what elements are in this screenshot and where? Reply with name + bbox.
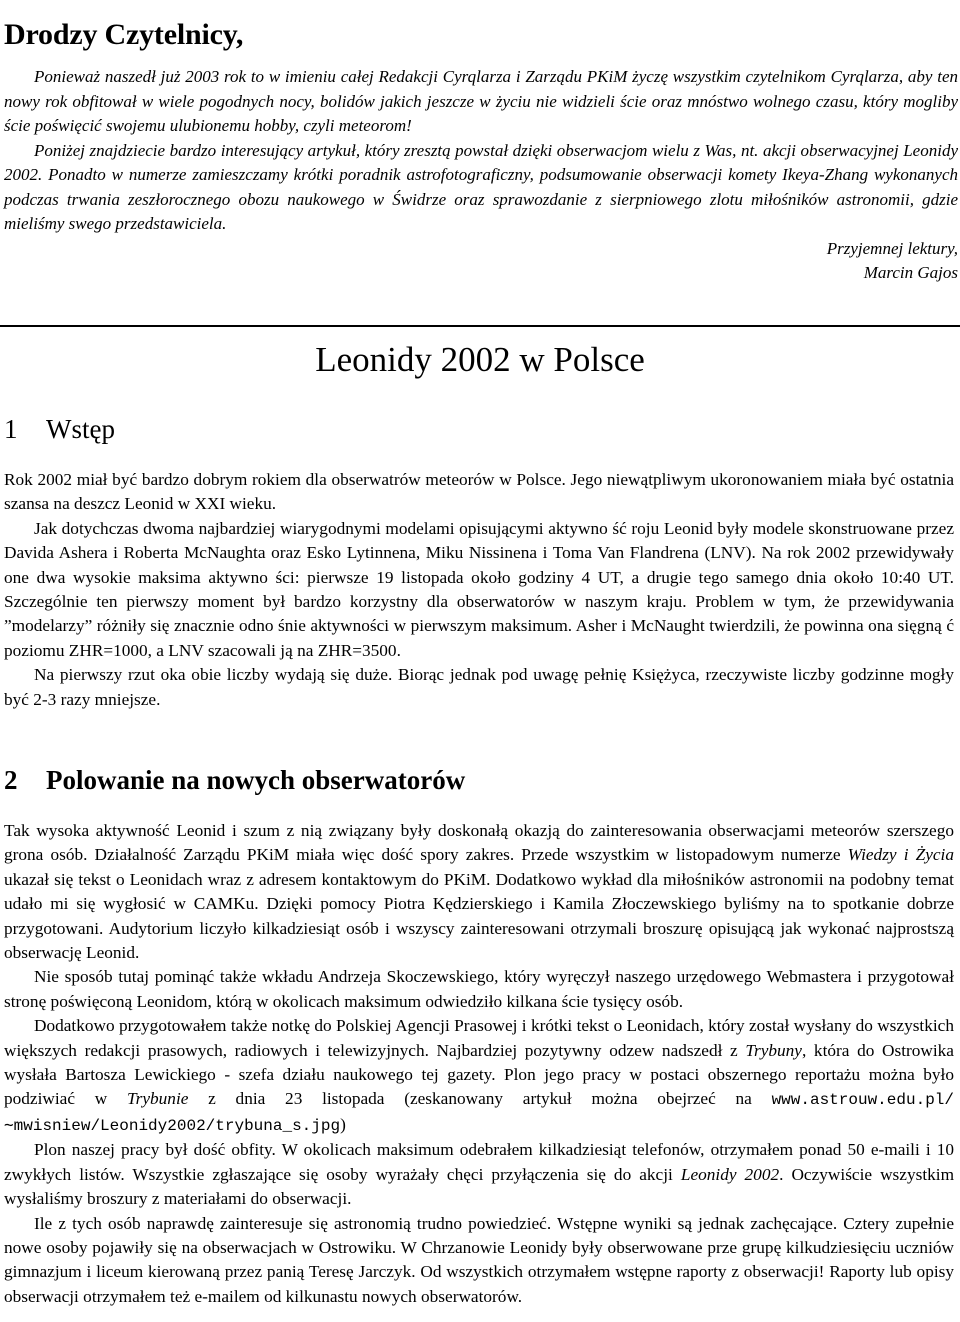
section-1-paragraph-2: Jak dotychczas dwoma najbardziej wiarygodnymi modelami opisującymi aktywno ść roju Leonid były modele skonstruowane przez Davida Ashera i Roberta McNaughta oraz Esko Lytinnena, Miku Nissinena i Toma Van Flandrena (LNV). Na rok 2002 przewidywały one dwa wysokie maksima aktywno ści: pierwsze 19 listopada około godziny 4 UT, a drugie tego samego dnia około 10:40 UT. Szczególnie ten pierwszy moment był bardzo korzystny dla obserwatorów w naszym kraju. Problem w tym, że przewidywania ”modelarzy” różniły się znacznie odno śnie aktywności w pierwszym maksimum. Asher i McNaught twierdzili, że powinna ona sięgną ć poziomu ZHR=1000, a LNV szacowali ją na ZHR=3500.	[4, 518, 954, 660]
section-2-body	[4, 819, 954, 1309]
magazine-title-wiedza-i-zycie: Wiedzy i Życia	[847, 845, 954, 865]
intro-signature: Marcin Gajos	[863, 263, 958, 282]
section-2-title: Polowanie na nowych obserwatorów	[46, 765, 466, 795]
section-2-paragraph-5: Ile z tych osób naprawdę zainteresuje się astronomią trudno powiedzieć. Wstępne wyniki są jednak zachęcające. Cztery zupełnie nowe osoby pojawiły się na obserwacjach w Ostrowiku. W Chrzanowie Leonidy były obserwowane prze grupę kilkudziesięciu uczniów gimnazjum i liceum kierowaną przez panią Teresę Jarczyk. Od wszystkich otrzymałem wstępne raporty z obserwacji! Raporty lub opisy obserwacji otrzymałem też e-mailem od kilkunastu nowych obserwatorów.	[4, 1213, 954, 1306]
article-title: Leonidy 2002 w Polsce	[315, 340, 645, 379]
section-2-paragraph-1-text-b: ukazał się tekst o Leonidach wraz z adresem kontaktowym do PKiM. Dodatkowo wykład dla miłośników astronomii na podobny temat udało mi się wygłosić w CAMKu. Dzięki pomocy Piotra Kędzierskiego i Kamila Złoczewskiego byliśmy na to spotkanie dobrze przygotowani. Audytorium liczyło kilkadziesiąt osób i wszyscy zainteresowani otrzymali broszurę opisującą jak wykonać najprostszą obserwację Leonid.	[4, 869, 954, 963]
section-2-paragraph-4-text-a: Plon naszej pracy był dość obfity. W okolicach maksimum odebrałem kilkadziesiąt telefonów, otrzymałem ponad 50 e-maili i 10 zwykłych listów. Wszystkie zgłaszające się osoby wyrażały chęci przyłączenia się do akcji	[4, 1140, 954, 1184]
section-2-paragraph-4	[4, 1138, 954, 1211]
section-2-paragraph-1-text-a: Tak wysoka aktywność Leonid i szum z nią związany były doskonałą okazją do zainteresowania obserwacjami meteorów szerszego grona osób. Działalność Zarządu PKiM miała więc dość spory zakres. Przede wszystkim w listopadowym numerze	[4, 821, 954, 865]
section-1-paragraph-3: Na pierwszy rzut oka obie liczby wydają się duże. Biorąc jednak pod uwagę pełnię Księżyca, rzeczywiste liczby godzinne mogły być 2-3 razy mniejsze.	[4, 665, 954, 709]
newspaper-title-trybuna: Trybuny	[745, 1040, 802, 1060]
article-scan-url: www.astrouw.edu.pl/∼mwisniew/Leonidy2002/trybuna_s.jpg	[4, 1091, 954, 1135]
intro-paragraph-1: Ponieważ naszedł już 2003 rok to w imieniu całej Redakcji Cyrqlarza i Zarządu PKiM życzę wszystkim czytelnikom Cyrqlarza, aby ten nowy rok obfitował w wiele pogodnych nocy, bolidów jakich jeszcze w życiu nie widzieli ście oraz mnóstwo wolnego czasu, który mogliby ście poświęcić swojemu ulubionemu hobby, czyli meteorom!	[4, 67, 958, 135]
section-1-title: Wstęp	[46, 414, 115, 444]
intro-paragraph-2: Poniżej znajdziecie bardzo interesujący artykuł, który zresztą powstał dzięki obserwacjom wielu z Was, nt. akcji obserwacyjnej Leonidy 2002. Ponadto w numerze zamieszczamy krótki poradnik astrofotograficzny, podsumowanie obserwacji komety Ikeya-Zhang wykonanych podczas trwania zeszłorocznego obozu naukowego w Świdrze oraz sprawozdanie z sierpniowego zlotu miłośników astronomii, gdzie mieliśmy swego przedstawiciela.	[4, 140, 958, 233]
section-2-number: 2	[4, 765, 18, 795]
section-2-paragraph-3	[4, 1014, 954, 1138]
section-2-paragraph-2: Nie sposób tutaj pominąć także wkładu Andrzeja Skoczewskiego, który wyręczył naszego urzędowego Webmastera i przygotował stronę poświęconą Leonidom, którą w okolicach maksimum odwiedziło kilkana ście tysięcy osób.	[4, 967, 954, 1011]
intro-closing: Przyjemnej lektury,	[826, 238, 958, 258]
section-2-paragraph-3-text-d: )	[340, 1114, 346, 1134]
section-2-heading	[4, 765, 465, 796]
section-1-number: 1	[4, 414, 18, 444]
horizontal-rule	[0, 325, 960, 327]
campaign-name-leonidy-2002: Leonidy 2002	[680, 1164, 780, 1184]
newspaper-title-trybunie: Trybunie	[126, 1089, 189, 1109]
section-2-paragraph-1	[4, 819, 954, 965]
section-2-paragraph-3-text-a: Dodatkowo przygotowałem także notkę do Polskiej Agencji Prasowej i krótki tekst o Leonidach, który został wysłany do wszystkich większych redakcji prasowych, radiowych i telewizyjnych. Najbardziej pozytywny odzew nadszedł z	[4, 1016, 954, 1060]
section-1-body	[4, 468, 954, 712]
greeting-heading: Drodzy Czytelnicy,	[4, 18, 244, 51]
section-1-heading	[4, 414, 115, 445]
section-2-paragraph-3-text-c: z dnia 23 listopada (zeskanowany artykuł można obejrzeć na	[188, 1089, 772, 1109]
section-2-paragraph-3-text-b: , która do Ostrowika wysłała Bartosza Lewickiego - szefa działu naukowego tej gazety. Plon jego pracy w postaci obszernego reportażu można było podziwiać w	[4, 1040, 954, 1109]
section-2-paragraph-4-text-b: . Oczywiście wszystkim wysłaliśmy broszury z materiałami do obserwacji.	[4, 1164, 955, 1209]
section-1-paragraph-1: Rok 2002 miał być bardzo dobrym rokiem dla obserwatrów meteorów w Polsce. Jego niewątpliwym ukoronowaniem miała być ostatnia szansa na deszcz Leonid w XXI wieku.	[4, 470, 954, 514]
editorial-intro	[4, 65, 958, 286]
